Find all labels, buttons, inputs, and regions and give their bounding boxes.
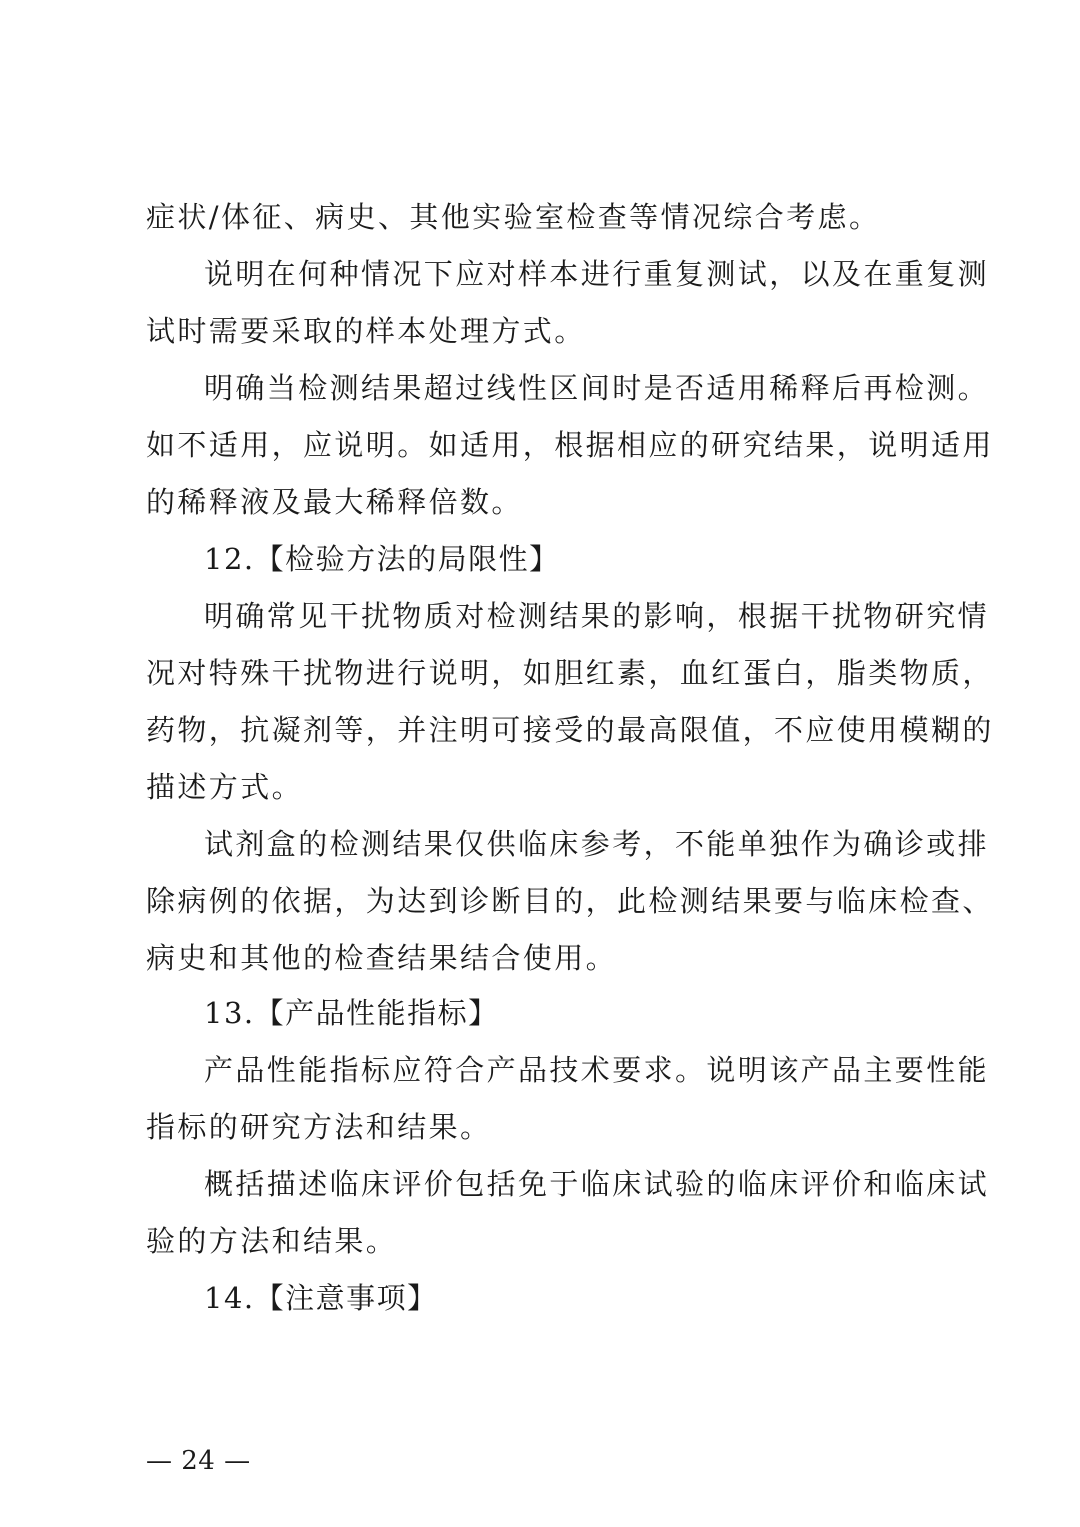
paragraph-line: 的稀释液及最大稀释倍数。 xyxy=(146,485,523,519)
paragraph-line: 病史和其他的检查结果结合使用。 xyxy=(146,941,618,975)
section-heading-14: 14.【注意事项】 xyxy=(204,1281,438,1315)
paragraph-line: 试剂盒的检测结果仅供临床参考，不能单独作为确诊或排 xyxy=(204,827,990,861)
paragraph-line: 除病例的依据，为达到诊断目的，此检测结果要与临床检查、 xyxy=(146,884,994,918)
paragraph-line: 药物，抗凝剂等，并注明可接受的最高限值，不应使用模糊的 xyxy=(146,713,994,747)
paragraph-line: 况对特殊干扰物进行说明，如胆红素，血红蛋白，脂类物质， xyxy=(146,656,994,690)
paragraph-line: 如不适用，应说明。如适用，根据相应的研究结果，说明适用 xyxy=(146,428,994,462)
paragraph-line: 产品性能指标应符合产品技术要求。说明该产品主要性能 xyxy=(204,1053,990,1087)
paragraph-line: 说明在何种情况下应对样本进行重复测试，以及在重复测 xyxy=(204,257,990,291)
page-number: — 24 — xyxy=(146,1446,251,1476)
section-heading-13: 13.【产品性能指标】 xyxy=(204,996,499,1030)
paragraph-line: 指标的研究方法和结果。 xyxy=(146,1110,492,1144)
paragraph-line: 试时需要采取的样本处理方式。 xyxy=(146,314,586,348)
paragraph-line: 症状/体征、病史、其他实验室检查等情况综合考虑。 xyxy=(146,200,881,234)
paragraph-line: 明确常见干扰物质对检测结果的影响，根据干扰物研究情 xyxy=(204,599,990,633)
paragraph-line: 概括描述临床评价包括免于临床试验的临床评价和临床试 xyxy=(204,1167,990,1201)
paragraph-line: 明确当检测结果超过线性区间时是否适用稀释后再检测。 xyxy=(204,371,990,405)
section-heading-12: 12.【检验方法的局限性】 xyxy=(204,542,560,576)
paragraph-line: 验的方法和结果。 xyxy=(146,1224,398,1258)
paragraph-line: 描述方式。 xyxy=(146,770,304,804)
